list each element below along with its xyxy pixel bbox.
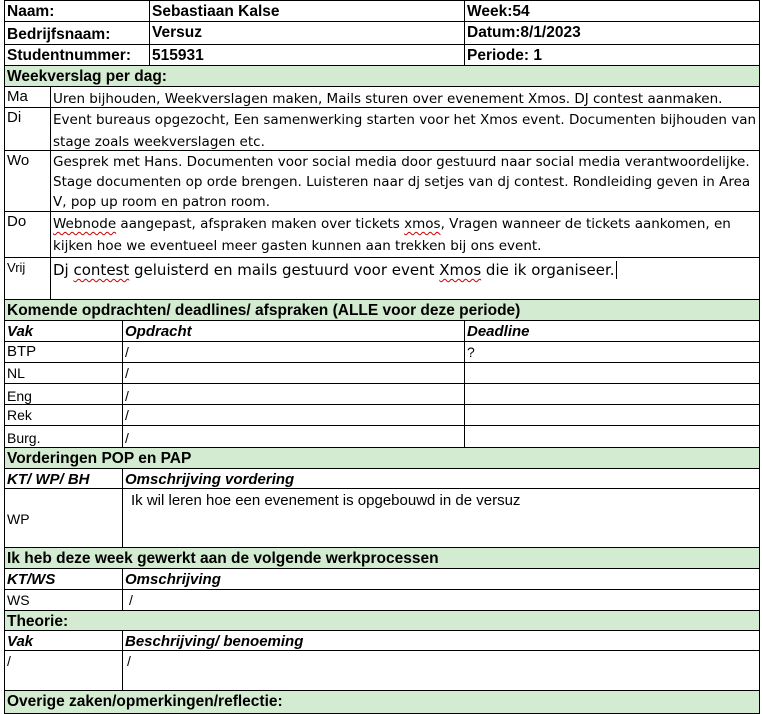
weekverslag-title: Weekverslag per dag: (4, 65, 760, 87)
theorie-title: Theorie: (4, 610, 760, 631)
bedrijf-value: Versuz (149, 21, 465, 45)
bedrijf-label: Bedrijfsnaam: (4, 21, 150, 45)
table-row-vak: Eng (4, 383, 123, 405)
pop-row-kt (4, 488, 123, 548)
periode-label: Periode: 1 (464, 44, 760, 66)
day-text-wo: Gesprek met Hans. Documenten voor social media door gestuurd naar social media verantwoordelijke. Stage documenten op orde brengen. Luisteren naar dj setjes van dj contest. Rondleiding geven in Area V, pop up room en patron room. (50, 150, 760, 212)
pop-row-text: Ik wil leren hoe een evenement is opgebouwd in de versuz (122, 488, 760, 548)
week-label: Week:54 (464, 0, 760, 22)
overige-title: Overige zaken/opmerkingen/reflectie: (4, 690, 760, 714)
text-part: geluisterd en mails gestuurd voor event (129, 261, 440, 279)
col-vak: Vak (4, 320, 123, 342)
table-row-deadline: ? (464, 341, 760, 363)
text-part: aangepast, afspraken maken over tickets (116, 216, 405, 232)
table-row-deadline (464, 404, 760, 426)
studentnummer-label: Studentnummer: (4, 44, 150, 66)
table-row-vak: Burg. (4, 425, 123, 448)
theorie-row-vak: / (4, 650, 123, 691)
table-row-vak: Rek (4, 404, 123, 426)
naam-value: Sebastiaan Kalse (149, 0, 465, 22)
table-row-deadline (464, 383, 760, 405)
table-row-opdracht: / (122, 404, 465, 426)
text-part: Dj (53, 261, 74, 279)
col-kt-wp-bh: KT/ WP/ BH (4, 468, 123, 489)
werkproces-row-kt: WS (4, 589, 123, 611)
table-row-opdracht: / (122, 362, 465, 384)
day-label-vrij: Vrij (4, 257, 51, 300)
col-kt-ws: KT/WS (4, 568, 123, 590)
text-cursor (616, 261, 617, 279)
col-deadline: Deadline (464, 320, 760, 342)
table-row-opdracht: / (122, 383, 465, 405)
datum-label: Datum:8/1/2023 (464, 21, 760, 45)
text-part: , Vragen wanneer de tickets aankomen, en kijken hoe we eventueel meer gasten kunnen aan trekken bij ons event. (53, 216, 731, 254)
pop-row-kt-text: WP (7, 510, 30, 527)
table-row-opdracht: / (122, 425, 465, 448)
werkproces-row-text: / (122, 589, 760, 611)
text-part: die ik organiseer. (481, 261, 615, 279)
spell-word: Webnode (53, 216, 117, 232)
werkprocessen-title: Ik heb deze week gewerkt aan de volgende werkprocessen (4, 547, 760, 569)
day-label-do: Do (4, 211, 51, 258)
day-text-vrij (50, 257, 760, 300)
spell-word: xmos (404, 216, 441, 232)
theorie-row-text: / (122, 650, 760, 691)
pop-title: Vorderingen POP en PAP (4, 447, 760, 469)
day-label-di: Di (4, 107, 51, 151)
table-row-deadline (464, 425, 760, 448)
weekverslag-sheet (4, 0, 760, 710)
day-text-ma: Uren bijhouden, Weekverslagen maken, Mails sturen over evenement Xmos. DJ contest aanmaken. (50, 86, 760, 108)
day-text-do (50, 211, 760, 258)
col-omschrijving-vordering: Omschrijving vordering (122, 468, 760, 489)
day-label-ma: Ma (4, 86, 51, 108)
col-omschrijving: Omschrijving (122, 568, 760, 590)
spell-word: Xmos (439, 261, 482, 279)
table-row-opdracht: / (122, 341, 465, 363)
col-beschrijving: Beschrijving/ benoeming (122, 630, 760, 651)
col-theorie-vak: Vak (4, 630, 123, 651)
spell-word: contest (73, 261, 130, 279)
table-row-vak: NL (4, 362, 123, 384)
day-text-di: Event bureaus opgezocht, Een samenwerking starten voor het Xmos event. Documenten bijhouden van stage zoals weekverslagen etc. (50, 107, 760, 151)
studentnummer-value: 515931 (149, 44, 465, 66)
naam-label: Naam: (4, 0, 150, 22)
day-label-wo: Wo (4, 150, 51, 212)
table-row-deadline (464, 362, 760, 384)
col-opdracht: Opdracht (122, 320, 465, 342)
table-row-vak: BTP (4, 341, 123, 363)
opdrachten-title: Komende opdrachten/ deadlines/ afspraken (ALLE voor deze periode) (4, 299, 760, 321)
